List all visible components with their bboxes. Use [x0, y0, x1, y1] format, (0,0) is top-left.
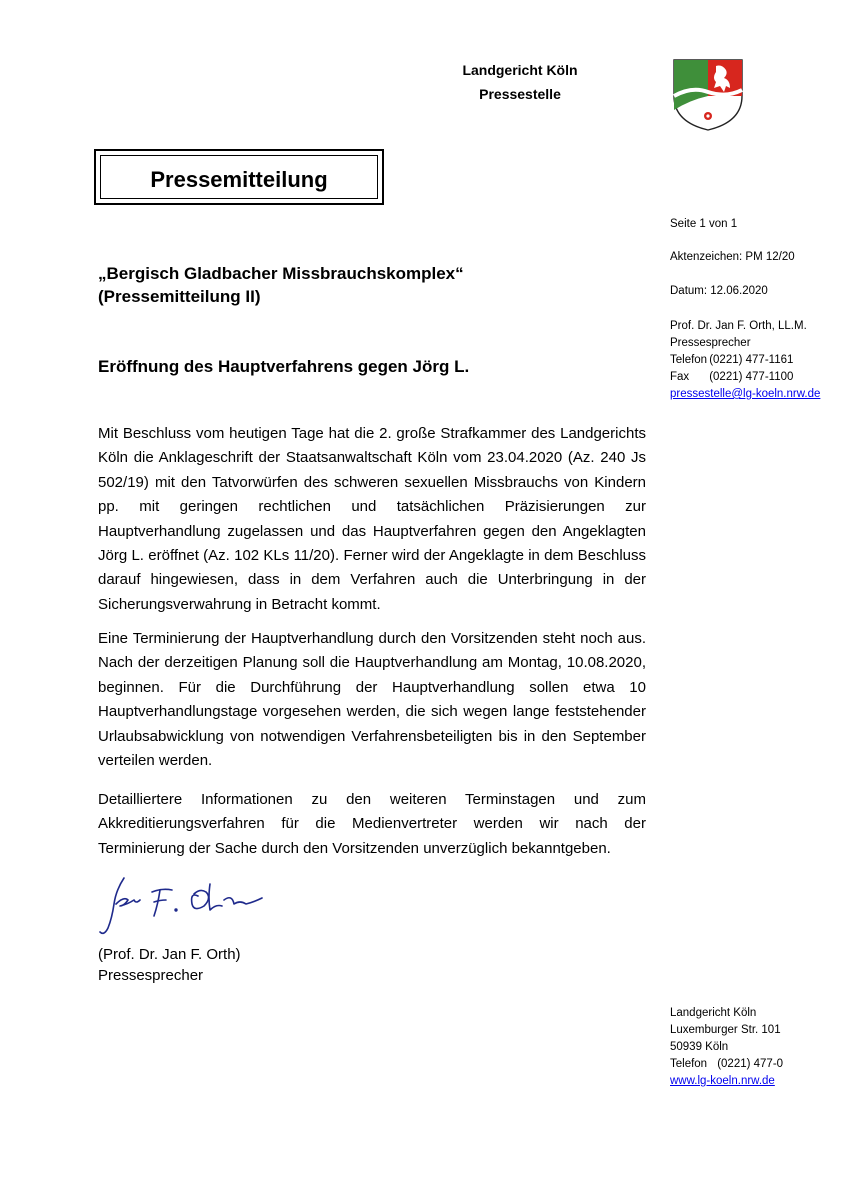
headline: „Bergisch Gladbacher Missbrauchskomplex“	[98, 264, 464, 283]
nrw-coat-of-arms-icon	[668, 56, 748, 132]
contact-role: Pressesprecher	[670, 337, 751, 349]
document-type-title: Pressemitteilung	[150, 167, 328, 192]
phone-label: Telefon	[670, 354, 708, 366]
press-office-label: Pressestelle	[479, 86, 561, 102]
body-paragraph: Eine Terminierung der Hauptverhandlung durch den Vorsitzenden steht noch aus. Nach der derzeitigen Planung soll die Hauptverhandlung am Montag, 10.08.2020, beginnen. Für die Durchführung der Hauptverhandlung sollen etwa 10 Hauptverhandlungstage vorgesehen werden, die sich wegen lange feststehender Urlaubsabwicklung von notwendigen Verfahrensbeteiligten bis in den September verteilen werden.	[98, 630, 646, 770]
headline-subtitle: (Pressemitteilung II)	[98, 287, 261, 306]
body-paragraph: Detailliertere Informationen zu den weiteren Terminstagen und zum Akkreditierungsverfahren für die Medienvertreter werden wir nach der Terminierung der Sache durch den Vorsitzenden unverzüglich bekanntgeben.	[98, 791, 646, 857]
address-phone	[670, 1056, 783, 1073]
document-type-box	[94, 149, 384, 205]
phone-number: (0221) 477-1161	[709, 354, 794, 366]
contact-email-link[interactable]: pressestelle@lg-koeln.nrw.de	[670, 388, 821, 400]
subheadline: Eröffnung des Hauptverfahrens gegen Jörg L.	[98, 357, 470, 376]
fax-label: Fax	[670, 371, 690, 383]
website-link[interactable]: www.lg-koeln.nrw.de	[670, 1075, 775, 1087]
address-phone-number: (0221) 477-0	[717, 1058, 784, 1070]
address-court-name: Landgericht Köln	[670, 1007, 757, 1019]
signer-role: Pressesprecher	[98, 967, 204, 984]
address-phone-label: Telefon	[670, 1058, 708, 1070]
contact-fax	[670, 369, 793, 386]
court-name: Landgericht Köln	[462, 62, 578, 78]
fax-number: (0221) 477-1100	[709, 371, 794, 383]
address-street: Luxemburger Str. 101	[670, 1024, 781, 1036]
address-city: 50939 Köln	[670, 1041, 729, 1053]
contact-name: Prof. Dr. Jan F. Orth, LL.M.	[670, 320, 807, 332]
page-info: Seite 1 von 1	[670, 218, 738, 230]
document-type-inner-frame	[100, 155, 378, 199]
file-reference: Aktenzeichen: PM 12/20	[670, 251, 795, 263]
contact-phone	[670, 352, 793, 369]
signer-name: (Prof. Dr. Jan F. Orth)	[98, 946, 241, 963]
body-paragraph: Mit Beschluss vom heutigen Tage hat die 2. große Strafkammer des Landgerichts Köln die Anklageschrift der Staatsanwaltschaft Köln vom 23.04.2020 (Az. 240 Js 502/19) mit den Tatvorwürfen des schweren sexuellen Missbrauchs von Kindern pp. mit geringen rechtlichen und tatsächlichen Präzisierungen zur Hauptverhandlung zugelassen und das Hauptverfahren gegen den Angeklagten Jörg L. eröffnet (Az. 102 KLs 11/20). Ferner wird der Angeklagte in dem Beschluss darauf hingewiesen, dass in dem Verfahren auch die Unterbringung in der Sicherungsverwahrung in Betracht kommt.	[98, 425, 646, 613]
release-date: Datum: 12.06.2020	[670, 285, 768, 297]
handwritten-signature	[94, 870, 274, 940]
